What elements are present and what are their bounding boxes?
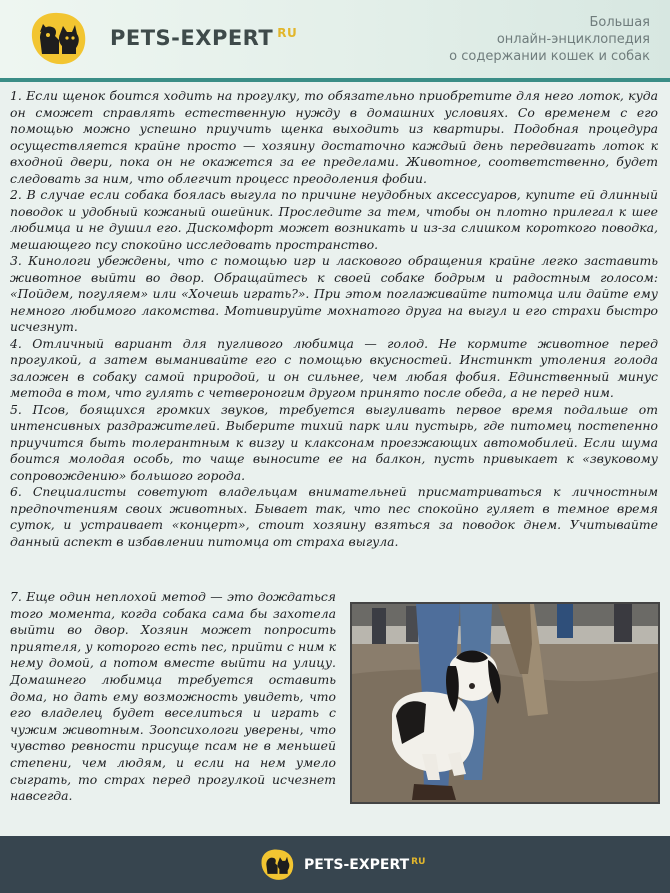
article-paragraph: 4. Отличный вариант для пугливого любимца — голод. Не кормите животное перед прогулкой, а затем выманивайте его с помощью вкусностей. Инстинкт утоления голода заложен в собаку самой природой, и он сильнее, чем любая фобия. Единственный минус метода в том, что гулять с четвероногим другом принято после обеда, а не перед ним. (10, 335, 658, 400)
dog-photo (350, 602, 660, 804)
article-paragraph: 1. Если щенок боится ходить на прогулку, то обязательно приобретите для него лоток, куда он сможет справлять естественную нужду в домашних условиях. Со временем с его помощью можно успешно приучить щенка выходить из квартиры. Подобная процедура осуществляется крайне просто — хозяину достаточно каждый день передвигать лоток к входной двери, пока он не окажется за ее пределами. Животное, соответственно, будет следовать за ним, что облегчит процесс преодоления фобии. (10, 88, 658, 186)
footer-logo-suffix: RU (411, 857, 426, 867)
article-body (10, 88, 658, 550)
tagline-line-2: онлайн-энциклопедия (496, 32, 650, 47)
header-divider (0, 78, 670, 82)
article-paragraph-7 (10, 589, 336, 805)
tagline-line-3: о содержании кошек и собак (449, 49, 650, 64)
article-paragraph: 2. В случае если собака боялась выгула по причине неудобных аксессуаров, купите ей длинный поводок и удобный кожаный ошейник. Проследите за тем, чтобы он плотно прилегал к шее любимца и не душил его. Дискомфорт может возникать и из-за слишком короткого поводка, мешающего псу спокойно исследовать пространство. (10, 187, 658, 252)
dog-on-leash-image (352, 604, 658, 802)
article-paragraph: 6. Специалисты советуют владельцам внимательней присматриваться к личностным предпочтениям своих животных. Бывает так, что пес спокойно гуляет в темное время суток, и устраивает «концерт», стоит хозяину взяться за поводок днем. Учитывайте данный аспект в избавлении питомца от страха выгула. (10, 484, 658, 549)
pets-expert-logo-icon[interactable] (26, 10, 90, 68)
tagline-line-1: Большая (589, 15, 650, 30)
site-logo-text[interactable] (110, 26, 297, 50)
article-paragraph: 5. Псов, боящихся громких звуков, требуется выгуливать первое время подальше от интенсивных раздражителей. Выберите тихий парк или пустырь, где питомец постепенно приучится быть толерантным к визгу и клаксонам проезжающих автомобилей. Если шума боится молодая особь, то чаще выносите ее на балкон, пусть привыкает к «звуковому сопровождению» большого города. (10, 401, 658, 483)
footer-logo-icon[interactable] (258, 847, 296, 883)
article-paragraph: 3. Кинологи убеждены, что с помощью игр и ласкового обращения крайне легко заставить животное выйти во двор. Обращайтесь к своей собаке бодрым и радостным голосом: «Пойдем, погуляем» или «Хочешь играть?». При этом поглаживайте питомца или дайте ему немного любимого лакомства. Мотивируйте мохнатого друга на выгул и его страхи быстро исчезнут. (10, 253, 658, 334)
logo-suffix: RU (277, 26, 298, 40)
site-footer (0, 836, 670, 893)
site-tagline (410, 14, 650, 65)
logo-name: PETS-EXPERT (110, 26, 274, 50)
footer-logo-name: PETS-EXPERT (304, 857, 410, 873)
site-header (0, 0, 670, 78)
footer-logo-text[interactable] (304, 857, 425, 873)
article-paragraph: 7. Еще один неплохой метод — это дождаться того момента, когда собака сама бы захотела выйти во двор. Хозяин может попросить приятеля, у которого есть пес, прийти с ним к нему домой, а потом вместе выйти на улицу. Домашнего любимца требуется оставить дома, но дать ему возможность увидеть, что его владелец будет веселиться и играть с чужим животным. Зоопсихологи уверены, что чувство ревности присуще псам не в меньшей степени, чем людям, и если на нем умело сыграть, то страх перед прогулкой исчезнет навсегда. (10, 589, 336, 804)
